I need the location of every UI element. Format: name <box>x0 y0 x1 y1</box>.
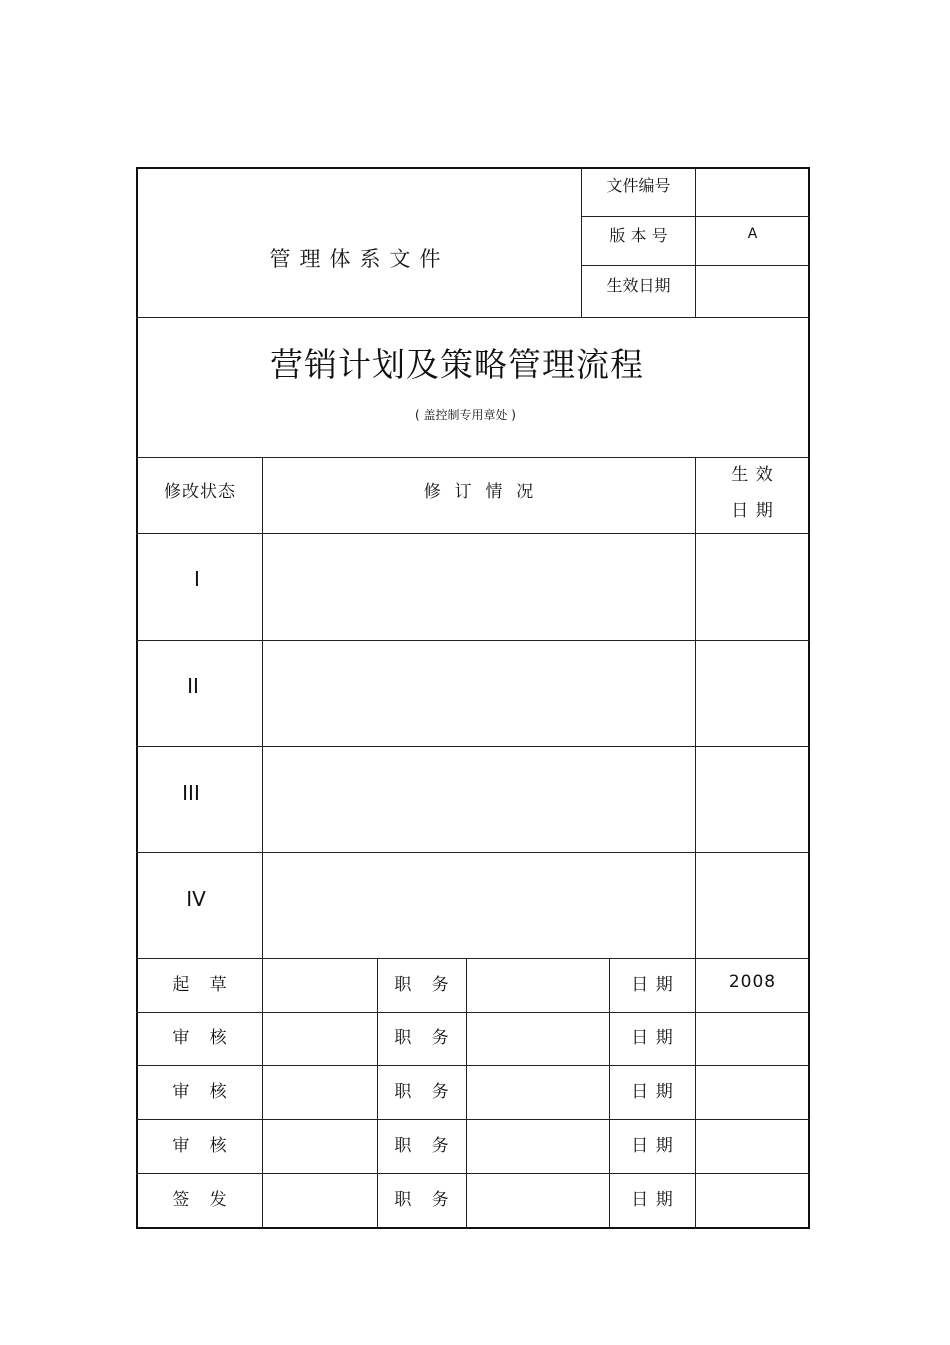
revision-date-header-line2: 日 期 <box>731 500 774 521</box>
revision-details-cell <box>263 853 695 958</box>
system-title: 管理体系文件 <box>269 247 450 271</box>
version-value: A <box>747 226 758 242</box>
file-number-value <box>696 169 809 216</box>
approval-date-cell <box>696 1120 809 1173</box>
approval-position-cell <box>467 1174 609 1227</box>
revision-status-header: 修改状态 <box>164 481 236 502</box>
approval-date-label: 日 期 <box>631 1081 674 1102</box>
revision-details-cell <box>263 641 695 746</box>
approval-date-label: 日 期 <box>631 1189 674 1210</box>
approval-position-cell <box>467 1013 609 1065</box>
approval-role-draft: 起 草 <box>172 974 228 995</box>
approval-name-cell <box>263 1066 377 1119</box>
revision-date-cell <box>696 853 809 958</box>
revision-details-cell <box>263 747 695 852</box>
version-label: 版 本 号 <box>609 225 668 245</box>
approval-position-label: 职 务 <box>394 974 450 995</box>
file-number-label: 文件编号 <box>606 175 671 195</box>
approval-date-cell <box>696 1013 809 1065</box>
approval-position-label: 职 务 <box>394 1081 450 1102</box>
approval-date-cell <box>696 1174 809 1227</box>
approval-name-cell <box>263 959 377 1012</box>
approval-role-review: 审 核 <box>172 1081 228 1102</box>
approval-position-cell <box>467 1066 609 1119</box>
approval-position-label: 职 务 <box>394 1189 450 1210</box>
effective-date-label: 生效日期 <box>606 275 671 295</box>
approval-name-cell <box>263 1120 377 1173</box>
approval-position-cell <box>467 1120 609 1173</box>
approval-position-cell <box>467 959 609 1012</box>
revision-date-cell <box>696 641 809 746</box>
revision-details-header: 修 订 情 况 <box>423 481 535 502</box>
revision-status-II: II <box>187 674 199 698</box>
approval-position-label: 职 务 <box>394 1135 450 1156</box>
approval-role-review: 审 核 <box>172 1027 228 1048</box>
revision-status-I: I <box>194 567 200 591</box>
revision-status-IV: IV <box>186 887 206 911</box>
revision-date-cell <box>696 534 809 640</box>
approval-date-label: 日 期 <box>631 974 674 995</box>
document-title: 营销计划及策略管理流程 <box>270 344 644 384</box>
seal-note: ( 盖控制专用章处 ) <box>415 407 516 422</box>
approval-name-cell <box>263 1174 377 1227</box>
approval-date-label: 日 期 <box>631 1135 674 1156</box>
approval-role-review: 审 核 <box>172 1135 228 1156</box>
revision-details-cell <box>263 534 695 640</box>
approval-name-cell <box>263 1013 377 1065</box>
approval-date-label: 日 期 <box>631 1027 674 1048</box>
approval-position-label: 职 务 <box>394 1027 450 1048</box>
revision-date-header-line1: 生 效 <box>731 464 774 485</box>
approval-role-issue: 签 发 <box>172 1189 228 1210</box>
revision-date-cell <box>696 747 809 852</box>
revision-status-III: III <box>182 781 200 805</box>
approval-date-cell: 2008 <box>728 972 777 992</box>
effective-date-value <box>696 269 809 317</box>
approval-date-cell <box>696 1066 809 1119</box>
